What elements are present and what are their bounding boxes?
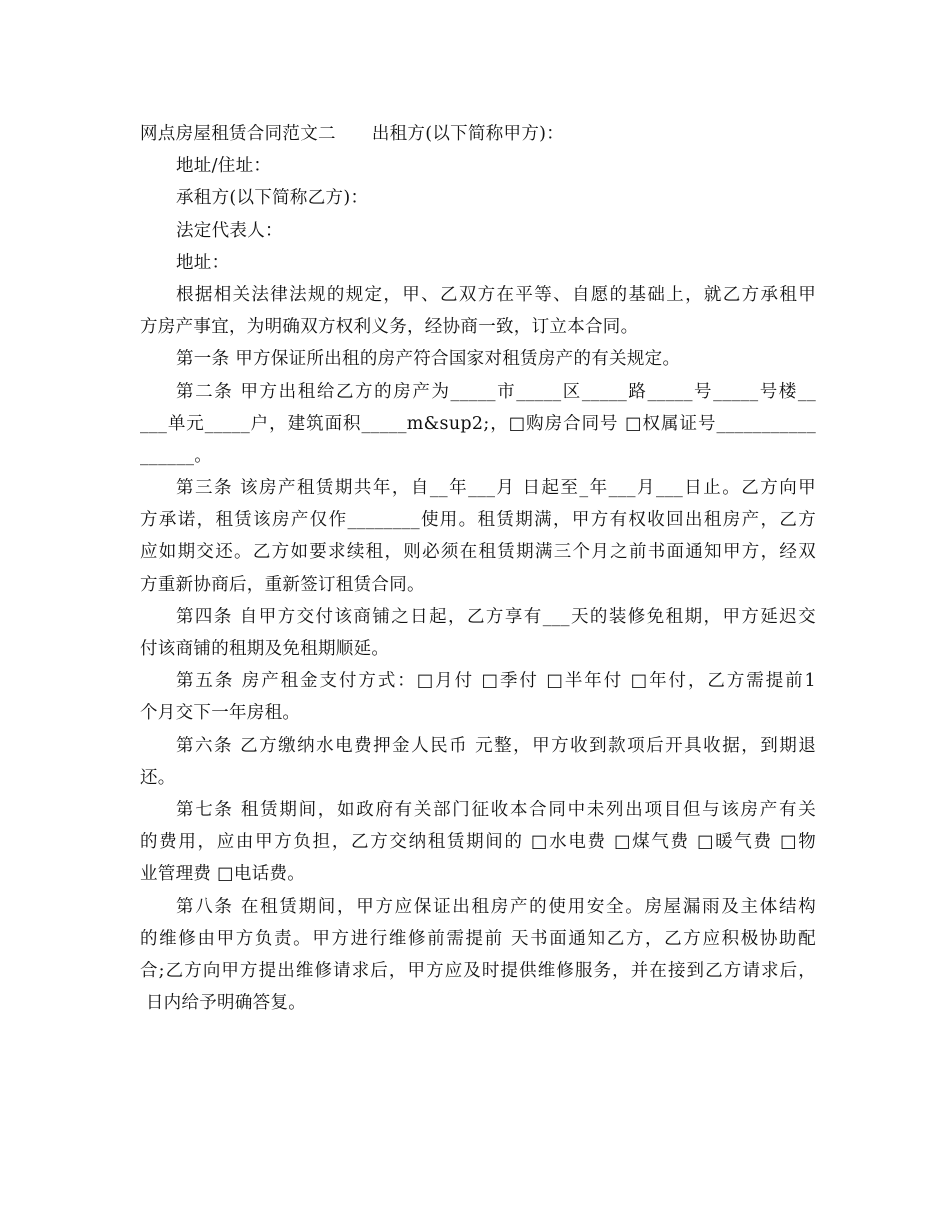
contract-line: 第七条 租赁期间，如政府有关部门征收本合同中未列出项目但与该房产有关 <box>176 799 816 820</box>
contract-line: 地址： <box>176 252 230 273</box>
lessor-label: 出租方(以下简称甲方)： <box>371 124 565 144</box>
contract-body <box>140 118 816 1019</box>
document-title-line <box>140 118 816 150</box>
contract-line: 个月交下一年房租。 <box>140 703 301 724</box>
contract-line: 应如期交还。乙方如要求续租，则必须在租赁期满三个月之前书面通知甲方，经双 <box>140 542 816 563</box>
contract-line: 第五条 房产租金支付方式：□月付 □季付 □半年付 □年付，乙方需提前1 <box>176 671 816 692</box>
contract-line: 的维修由甲方负责。甲方进行维修前需提前 天书面通知乙方，乙方应积极协助配 <box>140 928 816 949</box>
contract-line: 日内给予明确答复。 <box>140 993 307 1014</box>
contract-lines <box>140 150 816 1019</box>
contract-line: 第一条 甲方保证所出租的房产符合国家对租赁房产的有关规定。 <box>176 349 681 370</box>
contract-line: 业管理费 □电话费。 <box>140 864 306 885</box>
contract-line: 第四条 自甲方交付该商铺之日起，乙方享有___天的装修免租期，甲方延迟交 <box>176 606 816 627</box>
contract-line: 方房产事宜，为明确双方权利义务，经协商一致，订立本合同。 <box>140 317 639 338</box>
contract-line: 的费用，应由甲方负担，乙方交纳租赁期间的 □水电费 □煤气费 □暖气费 □物 <box>140 832 816 853</box>
contract-line: ______。 <box>140 445 213 466</box>
contract-line: 第八条 在租赁期间，甲方应保证出租房产的使用安全。房屋漏雨及主体结构 <box>176 896 816 917</box>
contract-line: 地址/住址： <box>176 156 272 177</box>
contract-line: 还。 <box>140 767 176 788</box>
contract-line: ___单元_____户，建筑面积_____m&sup2;，□购房合同号 □权属证号___________ <box>140 413 816 434</box>
contract-line: 承租方(以下简称乙方)： <box>176 188 369 209</box>
contract-line: 第六条 乙方缴纳水电费押金人民币 元整，甲方收到款项后开具收据，到期退 <box>176 735 816 756</box>
contract-line: 第二条 甲方出租给乙方的房产为_____市_____区_____路_____号_____号楼__ <box>176 381 816 402</box>
contract-line: 付该商铺的租期及免租期顺延。 <box>140 639 390 659</box>
contract-line: 根据相关法律法规的规定，甲、乙双方在平等、自愿的基础上，就乙方承租甲 <box>176 284 816 305</box>
contract-line: 法定代表人： <box>176 220 283 241</box>
contract-line: 方承诺，租赁该房产仅作________使用。租赁期满，甲方有权收回出租房产，乙方 <box>140 510 816 531</box>
document-title: 网点房屋租赁合同范文二 <box>140 124 336 144</box>
contract-line: 合;乙方向甲方提出维修请求后，甲方应及时提供维修服务，并在接到乙方请求后， <box>140 960 816 981</box>
contract-line: 第三条 该房产租赁期共年，自__年___月 日起至_年___月___日止。乙方向甲 <box>176 478 816 499</box>
contract-line: 方重新协商后，重新签订租赁合同。 <box>140 574 425 595</box>
